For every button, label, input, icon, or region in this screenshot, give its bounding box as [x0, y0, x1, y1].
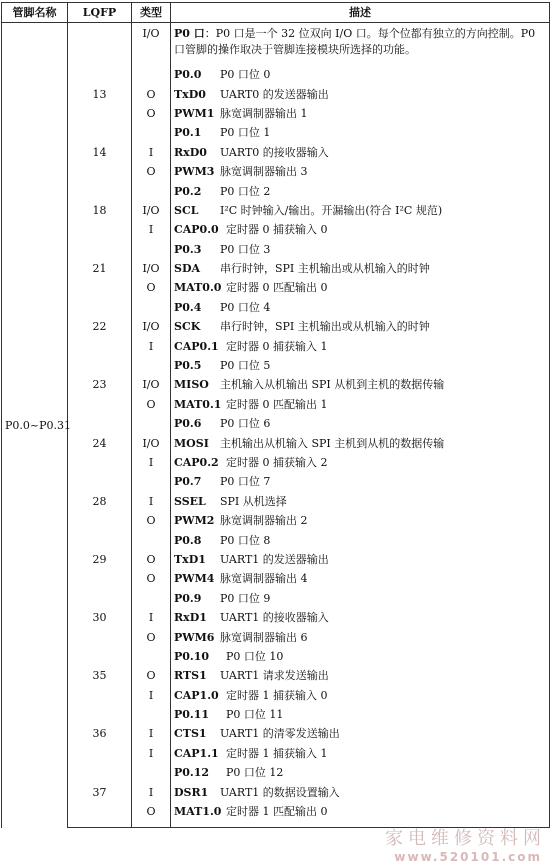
pin-function-description [171, 472, 550, 491]
function-text: 脉宽调制器输出 4 [220, 572, 308, 586]
signal-name: PWM2 [174, 514, 215, 528]
group-row [2, 23, 550, 66]
pin-function-description [171, 763, 550, 782]
function-text: UART1 的数据设置输入 [220, 785, 340, 799]
signal-name: CAP0.2 [174, 456, 219, 469]
pin-function-description [171, 782, 550, 801]
lqfp-pin-number: 36 [68, 705, 132, 763]
function-text: 定时器 1 捕获输入 1 [226, 746, 328, 760]
signal-name: SSEL [174, 494, 206, 508]
watermark-url: www.520101.com [394, 850, 542, 864]
signal-name: P0.7 [174, 475, 202, 489]
signal-name: P0.2 [174, 184, 202, 198]
pin-type: I [132, 608, 171, 627]
pin-function-description [171, 375, 550, 394]
pin-function-description [171, 589, 550, 608]
signal-name: PWM6 [174, 630, 215, 644]
function-text: UART1 的接收器输入 [220, 611, 329, 625]
signal-name: P0.10 [174, 649, 210, 663]
function-text: 脉宽调制器输出 6 [220, 630, 308, 644]
function-text: P0 口位 4 [220, 300, 271, 314]
signal-name: P0.1 [174, 126, 202, 140]
table-row [2, 414, 550, 433]
pin-function-description [171, 433, 550, 452]
function-text: 定时器 1 匹配输出 0 [226, 805, 328, 819]
pin-type: O [132, 278, 171, 297]
pin-function-description [171, 143, 550, 162]
pin-function-description [171, 395, 550, 414]
pin-function-description [171, 104, 550, 123]
signal-name: PWM1 [174, 106, 215, 120]
signal-name: SCL [174, 203, 199, 217]
signal-name: PWM4 [174, 572, 215, 586]
group-description-text: ：P0 口是一个 32 位双向 I/O 口。每个位都有独立的方向控制。P0 口管脚的操作取决于管脚连接模块所选择的功能。 [174, 27, 536, 56]
table-row [2, 763, 550, 782]
signal-name: P0.3 [174, 242, 202, 256]
header-type: 类型 [132, 3, 171, 23]
signal-name: CAP1.1 [174, 746, 219, 760]
group-description-lead: P0 口 [174, 27, 205, 40]
pin-function-description [171, 298, 550, 317]
signal-name: TxD1 [174, 552, 206, 566]
lqfp-pin-number: 23 [68, 356, 132, 414]
pin-type [132, 414, 171, 433]
pin-description-table [1, 2, 550, 828]
function-text: P0 口位 11 [226, 708, 284, 722]
function-text: SPI 从机选择 [220, 494, 287, 508]
pin-type: O [132, 395, 171, 414]
pin-function-description [171, 802, 550, 821]
table-row [2, 647, 550, 666]
function-text: P0 口位 12 [226, 766, 284, 780]
signal-name: P0.8 [174, 533, 202, 547]
signal-name: P0.11 [174, 708, 210, 722]
lqfp-pin-number: 28 [68, 472, 132, 530]
signal-name: P0.9 [174, 591, 202, 605]
lqfp-empty-cell [68, 23, 132, 66]
function-text: UART0 的接收器输入 [220, 145, 329, 159]
function-text: 定时器 0 匹配输出 1 [226, 397, 328, 411]
pin-function-description [171, 453, 550, 472]
pin-function-description [171, 356, 550, 375]
lqfp-pin-number: 30 [68, 589, 132, 647]
pin-type: O [132, 84, 171, 103]
table-body [2, 23, 550, 828]
pin-function-description [171, 336, 550, 355]
function-text: 脉宽调制器输出 2 [220, 514, 308, 528]
pin-function-description [171, 569, 550, 588]
function-text: 定时器 0 匹配输出 0 [226, 281, 328, 295]
table-row [2, 705, 550, 724]
table-header-row [2, 3, 550, 23]
pin-type: O [132, 569, 171, 588]
pin-function-description [171, 686, 550, 705]
lqfp-pin-number: 35 [68, 647, 132, 705]
table-row [2, 356, 550, 375]
pin-type [132, 123, 171, 142]
lqfp-pin-number: 14 [68, 123, 132, 181]
lqfp-pin-number: 22 [68, 298, 132, 356]
signal-name: RxD0 [174, 145, 207, 159]
pin-type: I/O [132, 201, 171, 220]
pin-type [132, 181, 171, 200]
function-text: P0 口位 0 [220, 68, 271, 82]
pin-type: O [132, 802, 171, 821]
pin-type: I [132, 336, 171, 355]
function-text: 串行时钟，SPI 主机输出或从机输入的时钟 [220, 320, 430, 334]
pin-type: I/O [132, 375, 171, 394]
pin-type: I [132, 220, 171, 239]
function-text: P0 口位 2 [220, 184, 271, 198]
pin-type: I [132, 686, 171, 705]
pin-type: O [132, 511, 171, 530]
function-text: UART0 的发送器输出 [220, 87, 329, 101]
pin-function-description [171, 608, 550, 627]
signal-name: MISO [174, 378, 209, 392]
function-text: P0 口位 1 [220, 126, 271, 140]
pin-type [132, 240, 171, 259]
function-text: 脉宽调制器输出 3 [220, 165, 308, 179]
pin-type [132, 298, 171, 317]
function-text: P0 口位 3 [220, 242, 271, 256]
pin-function-description [171, 744, 550, 763]
pin-type [132, 65, 171, 84]
pin-function-description [171, 550, 550, 569]
pin-function-description [171, 705, 550, 724]
pin-function-description [171, 84, 550, 103]
pin-function-description [171, 162, 550, 181]
signal-name: CAP0.1 [174, 339, 219, 353]
table-row [2, 181, 550, 200]
function-text: 脉宽调制器输出 1 [220, 106, 308, 120]
lqfp-pin-number: 29 [68, 530, 132, 588]
pin-function-description [171, 278, 550, 297]
function-text: I²C 时钟输入/输出。开漏输出(符合 I²C 规范) [220, 203, 443, 217]
signal-name: CAP1.0 [174, 688, 219, 702]
pin-type: O [132, 162, 171, 181]
pin-group-name: P0.0~P0.31 [2, 23, 68, 828]
table-row [2, 123, 550, 142]
pin-type: I [132, 453, 171, 472]
pin-function-description [171, 240, 550, 259]
signal-name: RxD1 [174, 611, 207, 625]
pin-type: O [132, 666, 171, 685]
pin-type [132, 589, 171, 608]
pin-function-description [171, 530, 550, 549]
pin-function-description [171, 511, 550, 530]
pin-function-description [171, 414, 550, 433]
pin-type [132, 530, 171, 549]
table-row [2, 472, 550, 491]
signal-name: PWM3 [174, 165, 215, 179]
signal-name: P0.4 [174, 300, 202, 314]
function-text: P0 口位 7 [220, 475, 271, 489]
pin-type [132, 705, 171, 724]
lqfp-pin-number: 18 [68, 181, 132, 239]
pin-type: I [132, 744, 171, 763]
pin-function-description [171, 123, 550, 142]
function-text: 定时器 1 捕获输入 0 [226, 688, 328, 702]
signal-name: P0.0 [174, 68, 202, 82]
pin-type: I/O [132, 259, 171, 278]
pin-function-description [171, 220, 550, 239]
pin-type [132, 647, 171, 666]
lqfp-pin-number: 21 [68, 240, 132, 298]
function-text: P0 口位 6 [220, 417, 271, 431]
signal-name: CAP0.0 [174, 223, 219, 237]
pin-type: I [132, 782, 171, 801]
pin-type: I [132, 143, 171, 162]
header-lqfp: LQFP [68, 3, 132, 23]
lqfp-pin-number: 13 [68, 65, 132, 123]
signal-name: P0.12 [174, 766, 210, 780]
lqfp-pin-number: 24 [68, 414, 132, 472]
function-text: UART1 的清零发送输出 [220, 727, 340, 741]
header-description: 描述 [171, 3, 550, 23]
signal-name: MAT1.0 [174, 805, 222, 819]
function-text: 主机输出从机输入 SPI 主机到从机的数据传输 [220, 436, 445, 450]
function-text: 串行时钟，SPI 主机输出或从机输入的时钟 [220, 262, 430, 276]
group-description [171, 23, 550, 66]
signal-name: MAT0.0 [174, 281, 222, 295]
pin-type: O [132, 104, 171, 123]
table-row [2, 65, 550, 84]
pin-function-description [171, 259, 550, 278]
pin-function-description [171, 724, 550, 743]
table-row [2, 589, 550, 608]
pin-function-description [171, 492, 550, 511]
signal-name: CTS1 [174, 727, 207, 741]
signal-name: SCK [174, 320, 201, 334]
function-text: 主机输入从机输出 SPI 从机到主机的数据传输 [220, 378, 445, 392]
function-text: 定时器 0 捕获输入 1 [226, 339, 328, 353]
signal-name: RTS1 [174, 669, 207, 683]
function-text: P0 口位 8 [220, 533, 271, 547]
pin-type: I [132, 492, 171, 511]
pin-type: I [132, 724, 171, 743]
signal-name: P0.5 [174, 359, 202, 373]
pin-type [132, 356, 171, 375]
table-row [2, 530, 550, 549]
pin-type [132, 763, 171, 782]
pin-type [132, 472, 171, 491]
lqfp-pin-number: 37 [68, 763, 132, 821]
pin-function-description [171, 627, 550, 646]
function-text: P0 口位 10 [226, 649, 284, 663]
pin-function-description [171, 666, 550, 685]
pin-function-description [171, 647, 550, 666]
signal-name: TxD0 [174, 87, 206, 101]
pin-type: I/O [132, 433, 171, 452]
pin-function-description [171, 181, 550, 200]
watermark-text: 家电维修资料网 [385, 828, 546, 849]
pin-type: I/O [132, 317, 171, 336]
signal-name: SDA [174, 262, 201, 276]
header-pin-name: 管脚名称 [2, 3, 68, 23]
function-text: 定时器 0 捕获输入 0 [226, 223, 328, 237]
pin-function-description [171, 317, 550, 336]
function-text: 定时器 0 捕获输入 2 [226, 456, 328, 469]
table-row [2, 298, 550, 317]
pin-function-description [171, 65, 550, 84]
signal-name: MAT0.1 [174, 397, 222, 411]
pin-type: O [132, 550, 171, 569]
function-text: P0 口位 5 [220, 359, 271, 373]
function-text: UART1 请求发送输出 [220, 669, 329, 683]
signal-name: MOSI [174, 436, 209, 450]
signal-name: P0.6 [174, 417, 202, 431]
function-text: P0 口位 9 [220, 591, 271, 605]
function-text: UART1 的发送器输出 [220, 552, 329, 566]
signal-name: DSR1 [174, 785, 209, 799]
table-row [2, 240, 550, 259]
pin-type: O [132, 627, 171, 646]
pin-function-description [171, 201, 550, 220]
group-type: I/O [132, 23, 171, 66]
